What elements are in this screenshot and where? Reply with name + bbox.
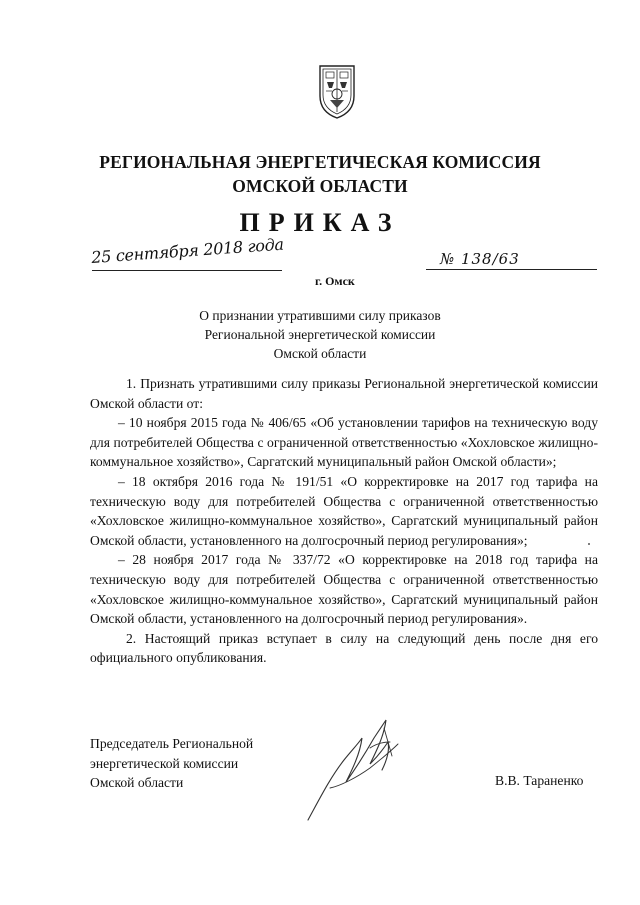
document-type-heading: ПРИКАЗ [239,208,401,237]
org-title-line-1: РЕГИОНАЛЬНАЯ ЭНЕРГЕТИЧЕСКАЯ КОМИССИЯ [99,152,541,172]
signer-title-line-2: энергетической комиссии [90,755,239,771]
body-paragraph-2: – 10 ноября 2015 года № 406/65 «Об установлении тарифов на техническую воду для потребителей Общества с ограниченной ответственностью «Хохловское жилищно-коммунальное хозяйство», Саргатский муниципальный район Омской области»; [90,415,598,470]
date-underline [92,270,282,271]
body-paragraph-4: – 28 ноября 2017 года № 337/72 «О корректировке на 2018 год тарифа на техническую воду для потребителей Общества с ограниченной ответственностью «Хохловское жилищно-коммунальное хозяйство», Саргатский муниципальный район Омской области, установленного на долгосрочный период регулирования». [90,552,598,627]
order-body [90,374,598,668]
body-paragraph-5: 2. Настоящий приказ вступает в силу на следующий день после дня его официального опубликования. [90,630,598,666]
city-label: г. Омск [315,274,355,288]
subject-line-3: Омской области [273,346,367,361]
signer-title [90,734,310,793]
handwritten-date: 25 сентября 2018 года [90,234,285,267]
org-title-line-2: ОМСКОЙ ОБЛАСТИ [232,176,408,196]
handwritten-order-number: № 138/63 [440,250,520,268]
organization-title [60,150,580,198]
signer-title-line-1: Председатель Региональной [90,736,254,751]
handwritten-signature [300,708,420,828]
signer-title-line-3: Омской области [90,775,184,791]
subject-line-2: Региональной энергетической комиссии [204,327,436,342]
stray-mark [588,543,590,545]
order-subject [160,306,480,363]
coat-of-arms-emblem [318,62,356,120]
subject-line-1: О признании утратившими силу приказов [199,308,441,323]
signer-name: В.В. Тараненко [495,773,584,788]
body-paragraph-1: 1. Признать утратившими силу приказы Региональной энергетической комиссии Омской области от: [90,376,598,411]
body-paragraph-3: – 18 октября 2016 года № 191/51 «О корректировке на 2017 год тарифа на техническую воду для потребителей Общества с ограниченной ответственностью «Хохловское жилищно-коммунальное хозяйство», Саргатский муниципальный район Омской области, установленного на долгосрочный период регулирования»; [90,473,598,548]
number-underline [426,269,597,270]
